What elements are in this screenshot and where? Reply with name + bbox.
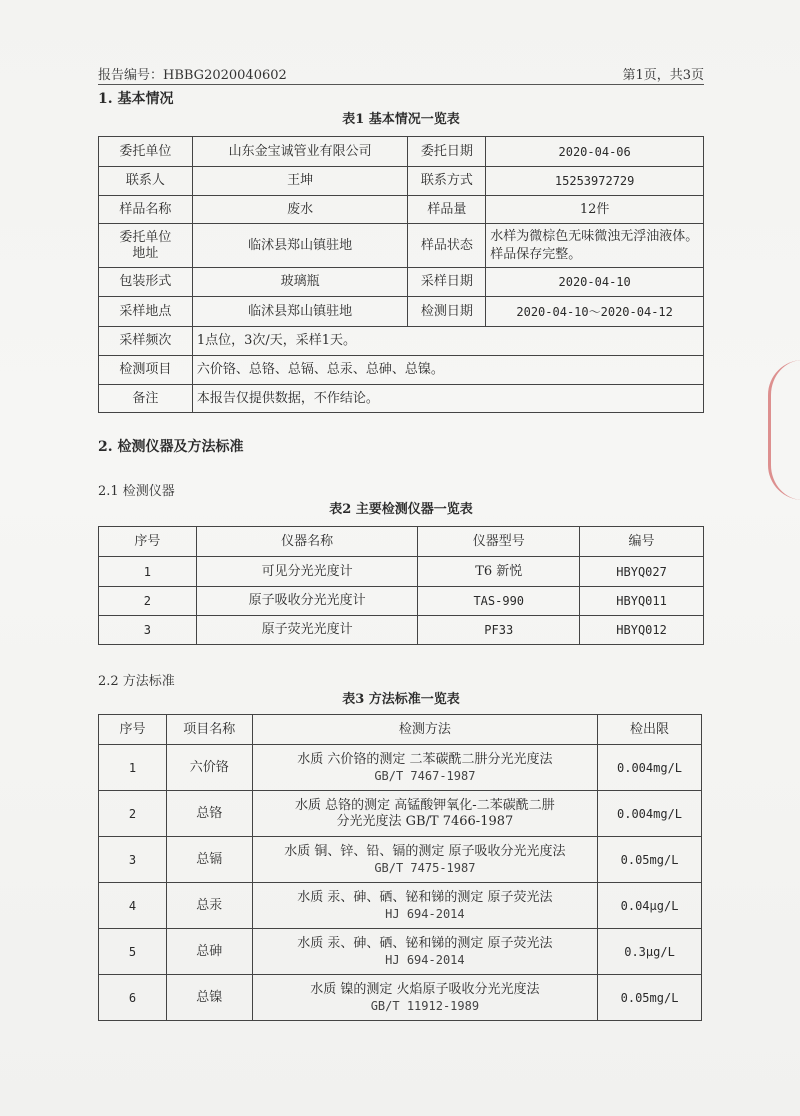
- value-cell: 王坤: [192, 167, 408, 196]
- method-standard: HJ 694-2014: [385, 952, 465, 967]
- row-number: 5: [99, 929, 167, 975]
- detection-limit: 0.05mg/L: [598, 837, 702, 883]
- page-number: 第1页，共3页: [622, 68, 704, 83]
- instrument-name: 原子荧光光度计: [196, 616, 418, 645]
- basic-info-table: [98, 136, 704, 413]
- label-cell: 采样频次: [99, 327, 193, 356]
- method-cell: [252, 975, 597, 1021]
- label-line: 地址: [132, 245, 159, 261]
- detection-limit: 0.004mg/L: [598, 791, 702, 837]
- section-1-title: 1. 基本情况: [98, 91, 174, 107]
- value-cell: 本报告仅提供数据，不作结论。: [192, 385, 703, 413]
- value-cell: 12件: [486, 196, 704, 224]
- item-name: 六价铬: [166, 745, 252, 791]
- method-name: 水质 汞、砷、硒、铋和锑的测定 原子荧光法: [297, 889, 553, 905]
- label-line: 委托单位: [119, 229, 172, 245]
- value-cell: 水样为微棕色无味微浊无浮油液体。样品保存完整。: [486, 224, 704, 268]
- table-row: [99, 587, 704, 616]
- method-cell: [252, 837, 597, 883]
- row-number: 3: [99, 837, 167, 883]
- instrument-id: HBYQ011: [580, 587, 704, 616]
- label-cell: 包装形式: [99, 268, 193, 297]
- instrument-id: HBYQ012: [580, 616, 704, 645]
- item-name: 总镍: [166, 975, 252, 1021]
- column-header: 仪器型号: [418, 527, 580, 557]
- method-standard: GB/T 11912-1989: [370, 998, 480, 1013]
- table-row: [99, 791, 702, 837]
- column-header: 检出限: [598, 715, 702, 745]
- value-cell: 2020-04-10: [486, 268, 704, 297]
- label-cell: 采样地点: [99, 297, 193, 327]
- instrument-name: 可见分光光度计: [196, 557, 418, 587]
- value-cell: 临沭县郑山镇驻地: [192, 297, 408, 327]
- table-row: [99, 929, 702, 975]
- table-row: [99, 327, 704, 356]
- label-cell: 联系人: [99, 167, 193, 196]
- label-cell: 检测项目: [99, 356, 193, 385]
- method-cell: [252, 745, 597, 791]
- table-row: [99, 167, 704, 196]
- item-name: 总镉: [166, 837, 252, 883]
- report-number: 报告编号：HBBG2020040602: [98, 68, 287, 83]
- method-name: 水质 镍的测定 火焰原子吸收分光光度法: [310, 981, 540, 997]
- column-header: 序号: [99, 527, 197, 557]
- method-standard: 分光光度法 GB/T 7466-1987: [336, 813, 514, 829]
- method-cell: [252, 791, 597, 837]
- section-2-2-title: 2.2 方法标准: [98, 674, 175, 689]
- label-cell: 委托日期: [408, 137, 486, 167]
- detection-limit: 0.004mg/L: [598, 745, 702, 791]
- value-cell: 1点位，3次/天，采样1天。: [192, 327, 703, 356]
- table-header-row: [99, 715, 702, 745]
- method-table: [98, 714, 702, 1021]
- column-header: 检测方法: [252, 715, 597, 745]
- row-number: 3: [99, 616, 197, 645]
- label-cell: 样品名称: [99, 196, 193, 224]
- table-1-caption: 表1 基本情况一览表: [342, 112, 460, 127]
- label-cell: 备注: [99, 385, 193, 413]
- table-row: [99, 745, 702, 791]
- label-cell: 采样日期: [408, 268, 486, 297]
- label-cell: 样品状态: [408, 224, 486, 268]
- column-header: 仪器名称: [196, 527, 418, 557]
- item-name: 总汞: [166, 883, 252, 929]
- label-cell: 委托单位: [99, 137, 193, 167]
- table-row: [99, 196, 704, 224]
- table-row: [99, 616, 704, 645]
- value-cell: 临沭县郑山镇驻地: [192, 224, 408, 268]
- value-cell: 废水: [192, 196, 408, 224]
- instrument-model: TAS-990: [418, 587, 580, 616]
- instrument-model: PF33: [418, 616, 580, 645]
- method-standard: GB/T 7467-1987: [374, 768, 476, 783]
- value-cell: 山东金宝诚管业有限公司: [192, 137, 408, 167]
- value-cell: 2020-04-06: [486, 137, 704, 167]
- column-header: 编号: [580, 527, 704, 557]
- table-row: [99, 837, 702, 883]
- label-cell: [99, 224, 193, 268]
- row-number: 6: [99, 975, 167, 1021]
- table-row: [99, 268, 704, 297]
- column-header: 项目名称: [166, 715, 252, 745]
- detection-limit: 0.04μg/L: [598, 883, 702, 929]
- row-number: 2: [99, 791, 167, 837]
- row-number: 1: [99, 745, 167, 791]
- detection-limit: 0.05mg/L: [598, 975, 702, 1021]
- method-name: 水质 六价铬的测定 二苯碳酰二肼分光光度法: [297, 751, 553, 767]
- table-row: [99, 557, 704, 587]
- detection-limit: 0.3μg/L: [598, 929, 702, 975]
- table-row: [99, 356, 704, 385]
- method-name: 水质 铜、锌、铅、镉的测定 原子吸收分光光度法: [284, 843, 566, 859]
- table-2-caption: 表2 主要检测仪器一览表: [329, 502, 473, 517]
- value-cell: 六价铬、总铬、总镉、总汞、总砷、总镍。: [192, 356, 703, 385]
- table-3-caption: 表3 方法标准一览表: [342, 692, 460, 707]
- label-cell: 检测日期: [408, 297, 486, 327]
- instrument-id: HBYQ027: [580, 557, 704, 587]
- item-name: 总砷: [166, 929, 252, 975]
- label-cell: 联系方式: [408, 167, 486, 196]
- table-row: [99, 883, 702, 929]
- method-standard: HJ 694-2014: [385, 906, 465, 921]
- table-row: [99, 385, 704, 413]
- label-cell: 样品量: [408, 196, 486, 224]
- value-cell: 2020-04-10～2020-04-12: [486, 297, 704, 327]
- instrument-name: 原子吸收分光光度计: [196, 587, 418, 616]
- table-row: [99, 224, 704, 268]
- value-cell: 15253972729: [486, 167, 704, 196]
- row-number: 1: [99, 557, 197, 587]
- method-name: 水质 总铬的测定 高锰酸钾氧化-二苯碳酰二肼: [295, 797, 555, 813]
- row-number: 2: [99, 587, 197, 616]
- instrument-model: T6 新悦: [418, 557, 580, 587]
- seal-stamp-edge: [768, 360, 800, 500]
- section-2-title: 2. 检测仪器及方法标准: [98, 439, 244, 455]
- method-cell: [252, 883, 597, 929]
- table-row: [99, 975, 702, 1021]
- row-number: 4: [99, 883, 167, 929]
- table-row: [99, 137, 704, 167]
- method-name: 水质 汞、砷、硒、铋和锑的测定 原子荧光法: [297, 935, 553, 951]
- item-name: 总铬: [166, 791, 252, 837]
- page-header: [98, 62, 704, 85]
- section-2-1-title: 2.1 检测仪器: [98, 484, 175, 499]
- table-header-row: [99, 527, 704, 557]
- column-header: 序号: [99, 715, 167, 745]
- method-cell: [252, 929, 597, 975]
- instrument-table: [98, 526, 704, 645]
- table-row: [99, 297, 704, 327]
- value-cell: 玻璃瓶: [192, 268, 408, 297]
- method-standard: GB/T 7475-1987: [374, 860, 476, 875]
